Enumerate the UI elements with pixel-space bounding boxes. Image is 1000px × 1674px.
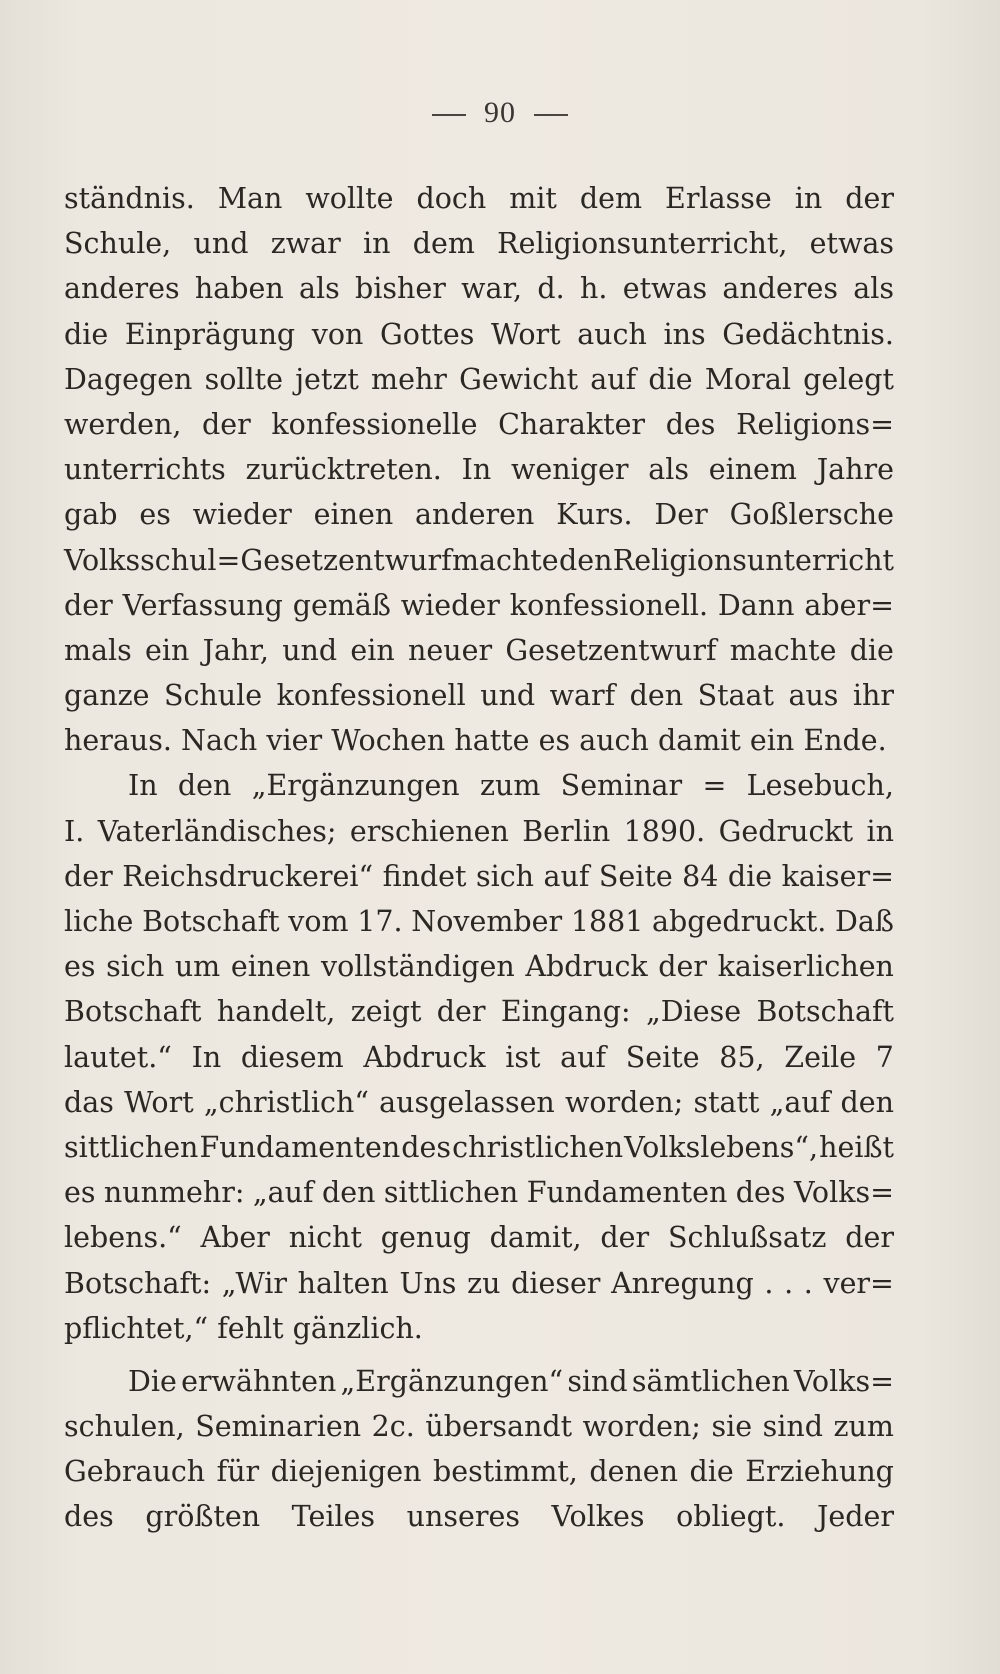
- word: kaiserlichen: [717, 950, 894, 984]
- word: jetzt: [295, 362, 359, 396]
- word: Seminarien: [195, 1410, 362, 1444]
- word: übersandt: [425, 1410, 573, 1444]
- word: ein: [145, 633, 190, 667]
- word: Wort: [124, 1085, 194, 1119]
- word: machte: [729, 633, 837, 667]
- word: Eingang:: [500, 995, 631, 1029]
- word: .: [803, 1266, 813, 1300]
- word: den: [840, 1085, 894, 1119]
- word: für: [216, 1455, 260, 1489]
- word: der: [658, 950, 708, 984]
- word: ständnis.: [64, 182, 195, 215]
- word: „Ergänzungen“: [340, 1364, 564, 1398]
- word: lebens.“: [64, 1221, 182, 1255]
- word: .: [764, 1266, 774, 1300]
- body-text: [64, 176, 894, 1540]
- word: als: [648, 453, 689, 487]
- word: den: [321, 1176, 376, 1210]
- word: November: [411, 905, 563, 938]
- word: Der: [654, 498, 708, 532]
- word: neuer: [408, 633, 493, 667]
- word: Gedruckt: [718, 814, 854, 848]
- word: Erlasse: [665, 182, 772, 215]
- word: doch: [416, 182, 487, 215]
- text-line: [64, 854, 894, 899]
- word: Kurs.: [556, 498, 633, 532]
- word: „christlich“: [203, 1085, 369, 1119]
- word: Ende.: [803, 724, 887, 758]
- word: anderes: [722, 272, 838, 306]
- word: der: [845, 182, 894, 215]
- text-line: [64, 628, 894, 673]
- word: die: [64, 317, 109, 351]
- text-line: [64, 1306, 894, 1351]
- word: des: [735, 1176, 786, 1210]
- word: sämtlichen: [631, 1364, 790, 1398]
- word: handelt,: [216, 995, 336, 1029]
- word: gelegt: [803, 362, 894, 396]
- word: wieder: [192, 498, 292, 532]
- word: es: [64, 1176, 96, 1210]
- word: machte: [451, 543, 559, 577]
- word: der: [436, 995, 486, 1029]
- header-dash-left: [432, 114, 466, 116]
- word: christlichen: [452, 1130, 624, 1164]
- word: den: [629, 679, 684, 713]
- word: auf: [560, 1040, 607, 1074]
- word: Schlußsatz: [667, 1221, 827, 1255]
- word: es: [538, 724, 571, 758]
- text-line: [64, 1035, 894, 1080]
- word: konfessionelle: [271, 407, 478, 441]
- word: liche: [64, 905, 134, 938]
- word: erwähnten: [181, 1364, 337, 1398]
- word: Religions=: [736, 407, 894, 441]
- word: In: [128, 769, 158, 803]
- word: Dann: [717, 588, 795, 622]
- word: sind: [762, 1410, 823, 1444]
- word: mals: [64, 633, 132, 667]
- word: das: [64, 1085, 114, 1119]
- word: war,: [461, 272, 523, 306]
- text-line: [64, 1494, 894, 1539]
- word: mit: [509, 182, 557, 215]
- word: gab: [64, 498, 118, 532]
- word: und: [193, 227, 249, 261]
- word: unterrichts: [64, 453, 226, 487]
- word: zum: [833, 1410, 894, 1444]
- word: dem: [579, 182, 643, 215]
- text-line: [64, 1449, 894, 1494]
- word: den: [558, 543, 613, 577]
- word: der: [64, 588, 113, 622]
- word: und: [282, 633, 338, 667]
- text-line: [64, 1080, 894, 1125]
- word: Aber: [200, 1221, 270, 1255]
- word: heraus.: [64, 724, 172, 758]
- word: in: [866, 814, 894, 848]
- word: Botschaft: [142, 905, 280, 938]
- word: Teiles: [291, 1500, 376, 1534]
- word: warf: [549, 679, 616, 713]
- word: Charakter: [498, 407, 646, 441]
- word: vier: [266, 724, 323, 758]
- word: Wort: [490, 317, 561, 351]
- text-line: [64, 944, 894, 989]
- text-line: [64, 989, 894, 1034]
- text-line: [64, 718, 894, 763]
- text-line: [64, 402, 894, 447]
- text-line: [64, 1404, 894, 1449]
- word: sich: [106, 950, 165, 984]
- word: in: [794, 182, 823, 215]
- word: „auf: [769, 1085, 831, 1119]
- text-line: [64, 312, 894, 357]
- word: Schule,: [64, 227, 172, 261]
- word: haben: [194, 272, 284, 306]
- word: In: [191, 1040, 222, 1074]
- word: findet: [382, 859, 467, 893]
- word: statt: [693, 1085, 760, 1119]
- word: ihr: [852, 679, 894, 713]
- word: hatte: [454, 724, 530, 758]
- word: „Ergänzungen: [251, 769, 460, 803]
- word: auch: [577, 317, 647, 351]
- word: es: [64, 950, 96, 984]
- word: der: [64, 859, 113, 893]
- word: Seite: [598, 859, 673, 893]
- word: lautet.“: [64, 1040, 172, 1074]
- word: „Wir: [221, 1266, 288, 1300]
- word: 7: [875, 1040, 894, 1074]
- word: vom: [288, 905, 349, 938]
- word: Botschaft: [64, 995, 202, 1029]
- word: dem: [412, 227, 475, 261]
- word: Abdruck: [363, 1040, 486, 1074]
- word: Berlin: [522, 814, 611, 848]
- word: diejenigen: [270, 1455, 422, 1489]
- text-line: [64, 1359, 894, 1404]
- word: Nach: [181, 724, 258, 758]
- word: heißt: [819, 1130, 894, 1164]
- word: auch: [579, 724, 649, 758]
- page-number: 90: [484, 96, 516, 129]
- word: konfessionell: [276, 679, 466, 713]
- text-line: [64, 221, 894, 266]
- word: einen: [230, 950, 311, 984]
- word: ausgelassen: [379, 1085, 555, 1119]
- word: Gebrauch: [64, 1455, 206, 1489]
- word: nunmehr:: [103, 1176, 245, 1210]
- word: Reichsdruckerei“: [122, 859, 374, 893]
- word: es: [139, 498, 171, 532]
- word: Gedächtnis.: [722, 317, 894, 351]
- word: Verfassung: [122, 588, 283, 622]
- word: einem: [708, 453, 797, 487]
- word: damit,: [489, 1221, 582, 1255]
- word: die: [648, 362, 693, 396]
- word: ganze: [64, 679, 150, 713]
- word: und: [480, 679, 536, 713]
- word: In: [461, 453, 492, 487]
- word: zu: [467, 1266, 501, 1300]
- word: Seminar: [560, 769, 683, 803]
- word: Die: [128, 1364, 177, 1398]
- word: =: [702, 769, 727, 803]
- word: Jahr,: [202, 633, 269, 667]
- word: in: [363, 227, 391, 261]
- word: Gewicht: [459, 362, 579, 396]
- word: Daß: [835, 905, 894, 938]
- word: sollte: [204, 362, 283, 396]
- word: Botschaft:: [64, 1266, 212, 1300]
- word: Dagegen: [64, 362, 193, 396]
- text-line: [64, 538, 894, 583]
- word: zeigt: [350, 995, 422, 1029]
- word: mehr: [371, 362, 447, 396]
- word: aber=: [804, 588, 894, 622]
- text-line: [64, 1261, 894, 1306]
- word: zwar: [270, 227, 341, 261]
- word: auf: [543, 859, 590, 893]
- word: Seite: [625, 1040, 700, 1074]
- word: damit: [657, 724, 741, 758]
- word: denen: [589, 1455, 679, 1489]
- word: als: [853, 272, 894, 306]
- word: anderen: [415, 498, 535, 532]
- word: Uns: [399, 1266, 457, 1300]
- word: ver=: [823, 1266, 894, 1300]
- word: Volkes: [551, 1500, 645, 1534]
- word: Fundamenten: [526, 1176, 728, 1210]
- word: dieser: [511, 1266, 601, 1300]
- text-line: [64, 1170, 894, 1215]
- word: „Diese: [645, 995, 742, 1029]
- word: werden,: [64, 407, 182, 441]
- word: .: [784, 1266, 794, 1300]
- word: zurücktreten.: [245, 453, 442, 487]
- text-line: [64, 809, 894, 854]
- word: unseres: [406, 1500, 520, 1534]
- word: des: [665, 407, 716, 441]
- text-line: [64, 899, 894, 944]
- word: sie: [711, 1410, 753, 1444]
- text-line: [64, 492, 894, 537]
- word: einen: [313, 498, 394, 532]
- word: 1881: [570, 905, 644, 938]
- word: Volkslebens“,: [624, 1130, 819, 1164]
- word: ein: [749, 724, 795, 758]
- word: wollte: [305, 182, 394, 215]
- word: der: [845, 1221, 894, 1255]
- word: als: [298, 272, 340, 306]
- word: ins: [663, 317, 706, 351]
- word: worden;: [565, 1085, 684, 1119]
- word: schulen,: [64, 1410, 185, 1444]
- word: Gesetzentwurf: [505, 633, 717, 667]
- word: Jeder: [816, 1500, 894, 1534]
- word: Volks=: [793, 1364, 894, 1398]
- word: auf: [590, 362, 637, 396]
- text-line: [64, 1125, 894, 1170]
- text-line: [64, 357, 894, 402]
- word: pflichtet,“: [64, 1311, 209, 1345]
- word: etwas: [809, 227, 894, 261]
- word: die: [689, 1455, 734, 1489]
- word: Botschaft: [756, 995, 894, 1029]
- word: ein: [350, 633, 395, 667]
- word: Religionsunterricht: [612, 543, 894, 577]
- word: 2c.: [371, 1410, 415, 1444]
- word: aus: [788, 679, 839, 713]
- word: fehlt: [217, 1311, 284, 1345]
- word: 84: [682, 859, 719, 893]
- word: d.: [537, 272, 565, 306]
- text-line: [64, 763, 894, 808]
- word: genug: [380, 1221, 471, 1255]
- word: Goßlersche: [729, 498, 894, 532]
- word: halten: [297, 1266, 389, 1300]
- text-line: [64, 447, 894, 492]
- word: Jahre: [816, 453, 894, 487]
- word: größten: [145, 1500, 261, 1534]
- word: die: [849, 633, 894, 667]
- word: 17.: [357, 905, 403, 938]
- word: bisher: [355, 272, 446, 306]
- word: Wochen: [331, 724, 446, 758]
- text-line: [64, 266, 894, 311]
- word: sich: [475, 859, 535, 893]
- word: anderes: [64, 272, 180, 306]
- word: Abdruck: [525, 950, 648, 984]
- word: Lesebuch,: [746, 769, 894, 803]
- header-dash-right: [534, 114, 568, 116]
- word: Anregung: [611, 1266, 754, 1300]
- text-line: [64, 673, 894, 718]
- word: Moral: [704, 362, 791, 396]
- word: von: [311, 317, 364, 351]
- word: der: [600, 1221, 650, 1255]
- word: Gottes: [380, 317, 475, 351]
- word: Zeile: [784, 1040, 857, 1074]
- word: sittlichen: [64, 1130, 199, 1164]
- word: wieder: [400, 588, 500, 622]
- word: gänzlich.: [292, 1311, 423, 1345]
- word: 85,: [719, 1040, 765, 1074]
- word: I.: [64, 814, 85, 848]
- text-line: [64, 1215, 894, 1260]
- word: der: [202, 407, 251, 441]
- word: „auf: [252, 1176, 314, 1210]
- word: Volks=: [793, 1176, 894, 1210]
- word: um: [174, 950, 221, 984]
- word: Volksschul=Gesetzentwurf: [64, 543, 452, 577]
- text-line: [64, 583, 894, 628]
- word: worden;: [582, 1410, 701, 1444]
- word: Vaterländisches;: [97, 814, 337, 848]
- word: 1890.: [623, 814, 706, 848]
- word: Staat: [697, 679, 774, 713]
- word: Fundamenten: [199, 1130, 401, 1164]
- word: den: [177, 769, 232, 803]
- word: des: [401, 1130, 452, 1164]
- word: Man: [217, 182, 283, 215]
- word: diesem: [240, 1040, 344, 1074]
- page-header: [0, 96, 1000, 130]
- word: abgedruckt.: [652, 905, 827, 938]
- word: h.: [580, 272, 608, 306]
- word: zum: [479, 769, 541, 803]
- word: obliegt.: [676, 1500, 786, 1534]
- word: etwas: [622, 272, 708, 306]
- word: nicht: [288, 1221, 362, 1255]
- word: gemäß: [292, 588, 391, 622]
- word: weniger: [510, 453, 629, 487]
- text-line: [64, 176, 894, 221]
- word: kaiser=: [781, 859, 894, 893]
- word: ist: [505, 1040, 541, 1074]
- word: sind: [567, 1364, 628, 1398]
- word: Erziehung: [745, 1455, 894, 1489]
- word: Schule: [163, 679, 263, 713]
- word: sittlichen: [383, 1176, 519, 1210]
- word: konfessionell.: [509, 588, 709, 622]
- word: Einprägung: [124, 317, 296, 351]
- word: Religionsunterricht,: [497, 227, 788, 261]
- word: die: [727, 859, 773, 893]
- word: des: [64, 1500, 114, 1534]
- word: erschienen: [349, 814, 509, 848]
- word: vollständigen: [321, 950, 515, 984]
- word: bestimmt,: [432, 1455, 578, 1489]
